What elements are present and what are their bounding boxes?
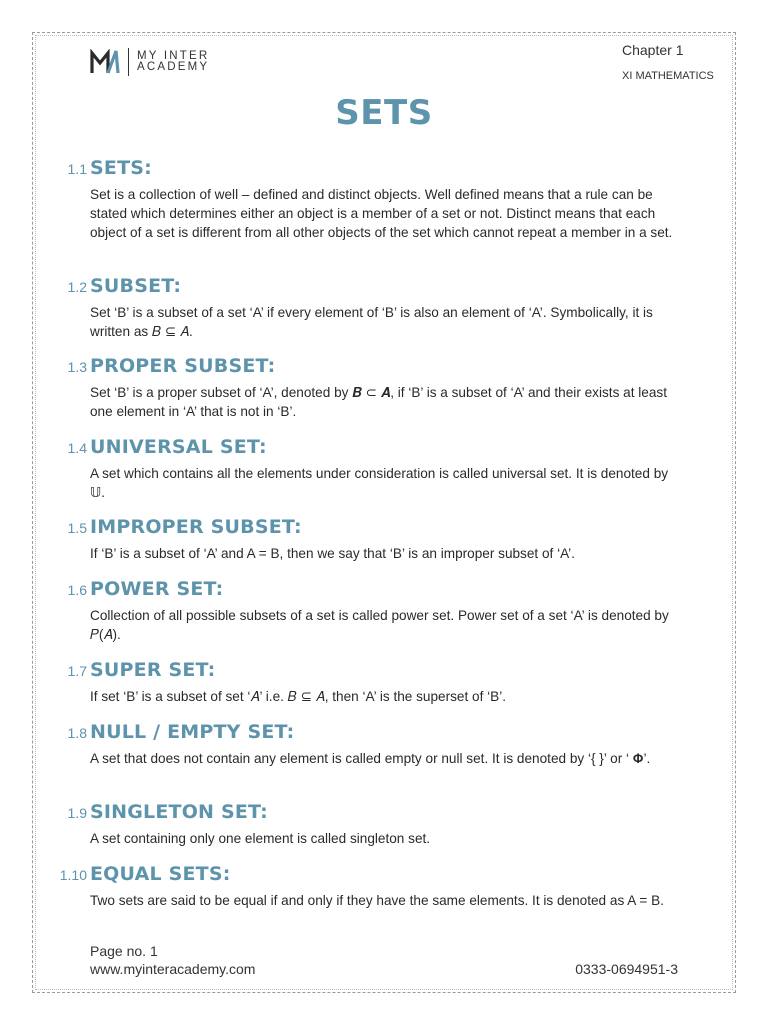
section-heading: UNIVERSAL SET:: [90, 436, 267, 458]
section-number: 1.3: [67, 359, 87, 375]
section-body: If set ‘B’ is a subset of set ‘𝐴’ i.e. 𝐵 ⊆ 𝐴, then ‘A’ is the superset of ‘B’.: [90, 689, 507, 704]
page-number: Page no. 1: [90, 943, 158, 959]
section-number: 1.9: [67, 805, 87, 821]
section-number: 1.10: [59, 867, 87, 883]
logo-line1: MY INTER: [137, 50, 210, 62]
logo-mark-icon: [90, 49, 120, 75]
section-heading: SETS:: [90, 157, 152, 179]
section-body: Two sets are said to be equal if and only if they have the same elements. It is denoted as A = B.: [90, 893, 664, 908]
section-number: 1.7: [67, 663, 87, 679]
logo-line2: ACADEMY: [137, 61, 210, 73]
footer-website-link[interactable]: www.myinteracademy.com: [90, 961, 256, 977]
section-number: 1.5: [67, 520, 87, 536]
section-body: A set that does not contain any element is called empty or null set. It is denoted by ‘{ }’ or ‘ 𝚽’.: [90, 751, 651, 766]
section-number: 1.2: [67, 279, 87, 295]
section-body: Set is a collection of well – defined and distinct objects. Well defined means that a rule can be stated which determines either an object is a member of a set or not. Distinct means that each object of a set is different from all other objects of the set which cannot repeat a member in a set.: [90, 187, 673, 240]
section-heading: SINGLETON SET:: [90, 801, 268, 823]
section-number: 1.6: [67, 582, 87, 598]
section-number: 1.1: [67, 161, 87, 177]
section-heading: EQUAL SETS:: [90, 863, 231, 885]
page-title: SETS: [335, 93, 433, 133]
section-body: Collection of all possible subsets of a set is called power set. Power set of a set ‘A’ is denoted by 𝑃(𝐴).: [90, 608, 669, 642]
section-heading: SUPER SET:: [90, 659, 216, 681]
section-body: Set ‘B’ is a proper subset of ‘A’, denoted by 𝑩 ⊂ 𝑨, if ‘B’ is a subset of ‘A’ and their exists at least one element in ‘A’ that is not in ‘B’.: [90, 385, 667, 419]
section-body: Set ‘B’ is a subset of a set ‘A’ if every element of ‘B’ is also an element of ‘A’. Symbolically, it is written as 𝐵 ⊆ 𝐴.: [90, 305, 653, 339]
section-body: A set which contains all the elements under consideration is called universal set. It is denoted by 𝕌.: [90, 466, 669, 500]
logo-divider: [128, 48, 129, 76]
section-number: 1.4: [67, 440, 87, 456]
section-heading: IMPROPER SUBSET:: [90, 516, 302, 538]
logo-text: [137, 51, 209, 73]
subject-label: XI MATHEMATICS: [622, 70, 714, 82]
section-heading: SUBSET:: [90, 275, 182, 297]
footer-phone: 0333-0694951-3: [575, 961, 678, 977]
section-heading: PROPER SUBSET:: [90, 355, 276, 377]
section-heading: NULL / EMPTY SET:: [90, 721, 295, 743]
academy-logo: [90, 48, 209, 76]
section-number: 1.8: [67, 725, 87, 741]
section-body: A set containing only one element is called singleton set.: [90, 831, 431, 846]
section-heading: POWER SET:: [90, 578, 224, 600]
chapter-label: Chapter 1: [622, 42, 684, 58]
section-body: If ‘B’ is a subset of ‘A’ and A = B, then we say that ‘B’ is an improper subset of ‘A’.: [90, 546, 575, 561]
